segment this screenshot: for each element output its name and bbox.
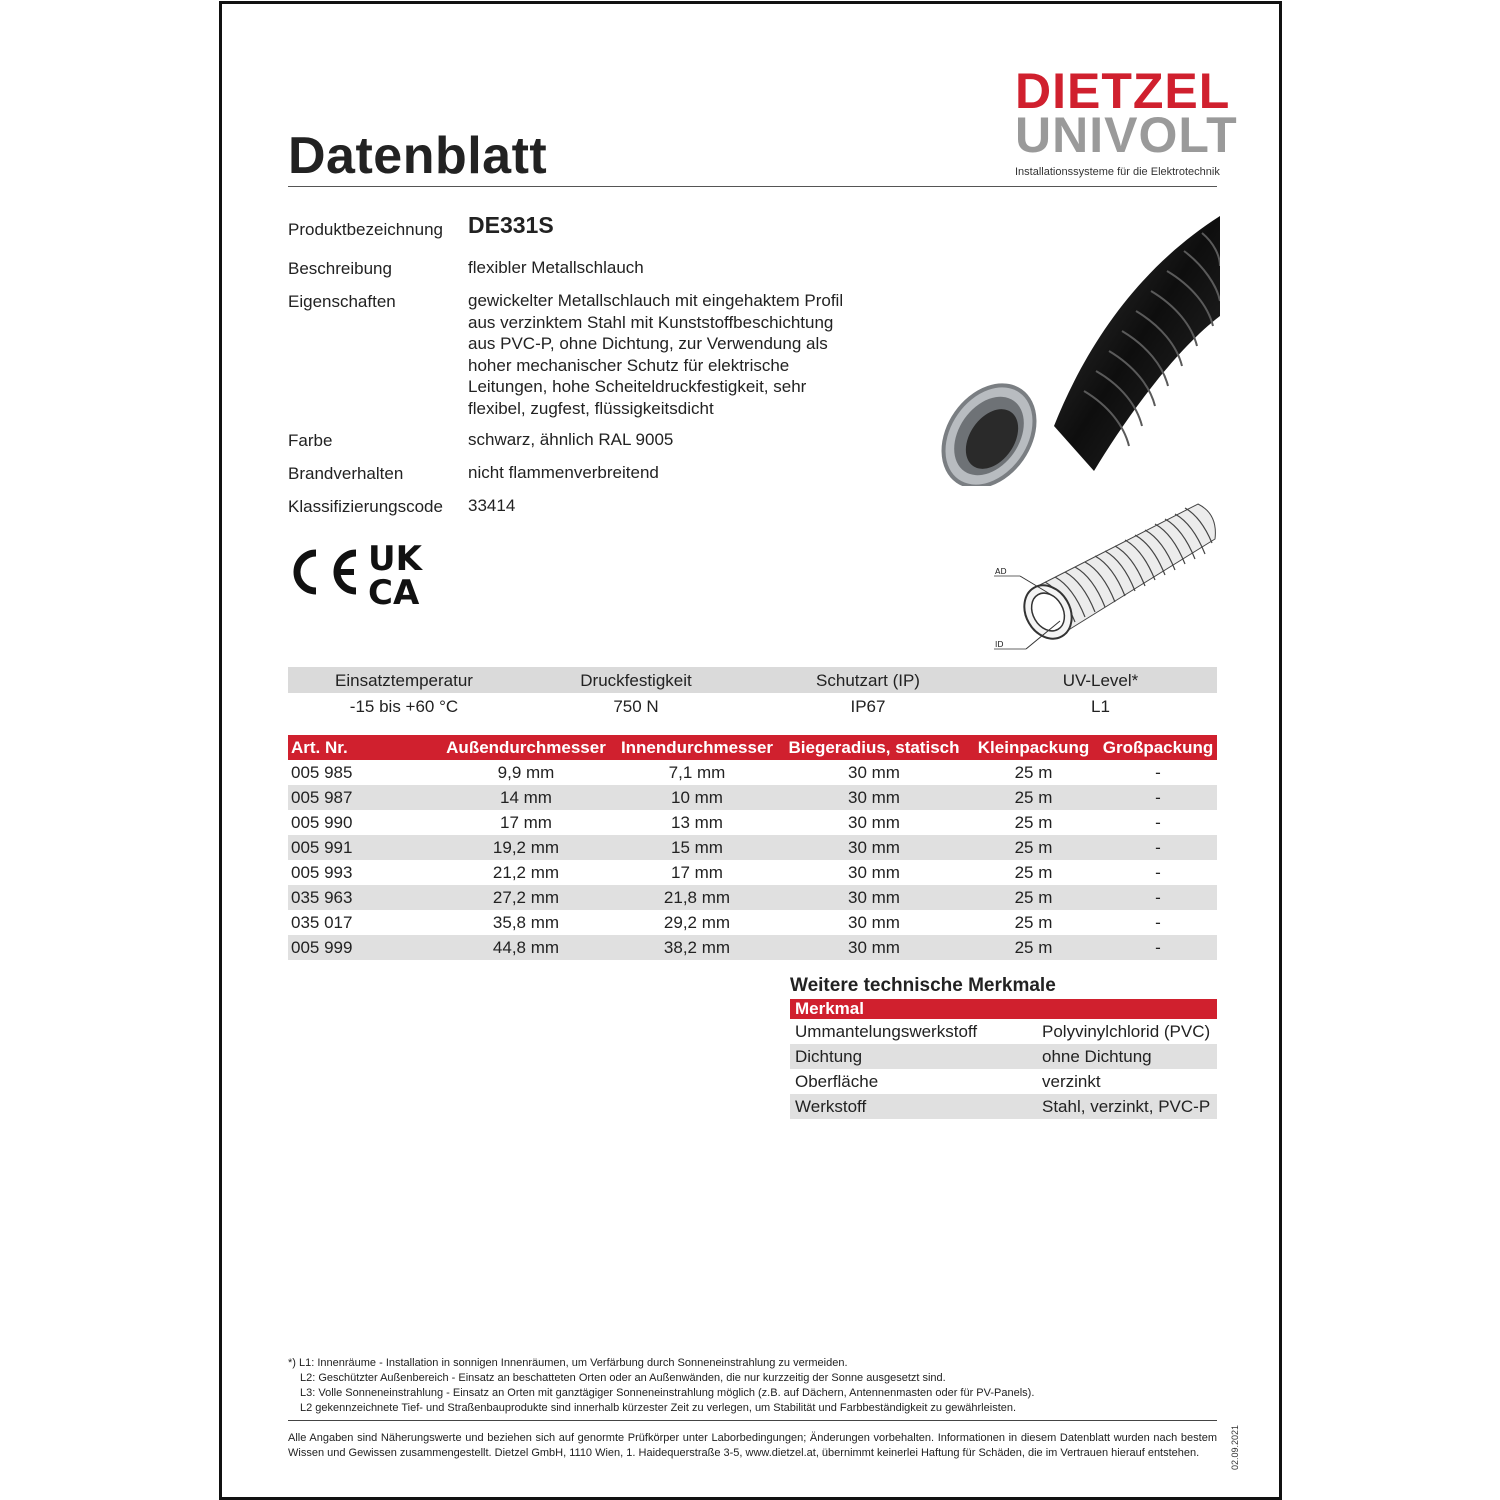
spec-header-ip: Schutzart (IP) bbox=[816, 671, 920, 690]
logo-dietzel: DIETZEL bbox=[1015, 63, 1231, 119]
property-value-fire: nicht flammenverbreitend bbox=[468, 463, 659, 482]
table-row bbox=[288, 760, 1217, 785]
cell-large-pack: - bbox=[1155, 912, 1161, 932]
spec-value-ip: IP67 bbox=[850, 697, 886, 716]
cell-small-pack: 25 m bbox=[968, 835, 1099, 860]
cell-small-pack: 25 m bbox=[968, 935, 1099, 960]
table-row bbox=[288, 810, 1217, 835]
cell-article-no: 035 017 bbox=[291, 912, 353, 932]
cell-bend-radius: 30 mm bbox=[780, 835, 968, 860]
spec-header-pressure: Druckfestigkeit bbox=[580, 671, 692, 690]
cell-bend-radius: 30 mm bbox=[848, 912, 900, 932]
cell-article-no: 035 963 bbox=[288, 885, 438, 910]
feature-name: Ummantelungswerkstoff bbox=[795, 1021, 978, 1041]
spec-value-uv: L1 bbox=[1091, 697, 1110, 716]
cell-outer-diameter: 35,8 mm bbox=[492, 912, 560, 932]
property-label-features: Eigenschaften bbox=[288, 292, 396, 311]
features-table bbox=[790, 999, 1217, 1119]
table-row bbox=[288, 910, 1217, 935]
feature-name: Dichtung bbox=[790, 1044, 1037, 1069]
cell-article-no: 005 987 bbox=[288, 785, 438, 810]
cell-inner-diameter: 38,2 mm bbox=[614, 935, 780, 960]
product-photo bbox=[934, 211, 1220, 486]
cell-bend-radius: 30 mm bbox=[780, 935, 968, 960]
property-label-fire: Brandverhalten bbox=[288, 464, 404, 483]
property-value-color: schwarz, ähnlich RAL 9005 bbox=[468, 430, 674, 449]
cell-large-pack: - bbox=[1099, 885, 1217, 910]
property-value-description: flexibler Metallschlauch bbox=[468, 258, 644, 277]
footnote-l1: *) L1: Innenräume - Installation in sonnigen Innenräumen, um Verfärbung durch Sonneneinstrahlung zu vermeiden. bbox=[288, 1357, 848, 1369]
cell-large-pack: - bbox=[1155, 862, 1161, 882]
article-table bbox=[288, 735, 1217, 960]
cell-inner-diameter: 15 mm bbox=[614, 835, 780, 860]
feature-row bbox=[790, 1094, 1217, 1119]
features-line: gewickelter Metallschlauch mit eingehaktem Profil bbox=[468, 291, 844, 310]
logo-tagline: Installationssysteme für die Elektrotechnik bbox=[1015, 166, 1220, 178]
cell-small-pack: 25 m bbox=[1014, 762, 1053, 782]
cell-large-pack: - bbox=[1155, 762, 1161, 782]
property-label-description: Beschreibung bbox=[288, 259, 392, 278]
table-row bbox=[288, 935, 1217, 960]
feature-name: Werkstoff bbox=[790, 1094, 1037, 1119]
cell-article-no: 005 990 bbox=[291, 812, 353, 832]
table-row bbox=[288, 860, 1217, 885]
cell-bend-radius: 30 mm bbox=[848, 862, 900, 882]
spec-value-pressure: 750 N bbox=[613, 697, 659, 716]
cell-small-pack: 25 m bbox=[1014, 912, 1053, 932]
dimension-label-ad: AD bbox=[995, 567, 1007, 576]
feature-value: ohne Dichtung bbox=[1037, 1044, 1217, 1069]
feature-row bbox=[790, 1019, 1217, 1044]
dimension-label-id: ID bbox=[995, 640, 1004, 649]
cell-inner-diameter: 13 mm bbox=[671, 812, 723, 832]
cell-bend-radius: 30 mm bbox=[780, 785, 968, 810]
ukca-mark-bottom: CA bbox=[368, 573, 420, 608]
feature-name: Oberfläche bbox=[795, 1071, 879, 1091]
cell-large-pack: - bbox=[1099, 835, 1217, 860]
cell-small-pack: 25 m bbox=[1014, 862, 1053, 882]
property-label-product: Produktbezeichnung bbox=[288, 220, 444, 239]
article-table-header bbox=[288, 735, 1217, 760]
footnote-l3: L3: Volle Sonneneinstrahlung - Einsatz an Orten mit ganztägiger Sonneneinstrahlung möglich (z.B. auf Dächern, Antennenmasten oder für PV-Panels). bbox=[300, 1387, 1035, 1399]
feature-row bbox=[790, 1069, 1217, 1094]
property-value-features bbox=[468, 290, 843, 419]
features-line: flexibel, zugfest, flüssigkeitsdicht bbox=[468, 398, 714, 418]
features-line: aus PVC-P, ohne Dichtung, zur Verwendung als bbox=[468, 334, 828, 353]
disclaimer: Alle Angaben sind Näherungswerte und beziehen sich auf genormte Prüfkörper unter Laborbedingungen; Änderungen vorbehalten. Informationen in diesem Datenblatt wurden nach bestem Wissen und Gewissen zusammengestellt. Dietzel GmbH, 1110 Wien, 1. Haidequerstraße 3-5, www.dietzel.at, übernimmt keinerlei Haftung für Schäden, die im Vertrauen hierauf entstehen. bbox=[288, 1432, 1217, 1459]
cell-inner-diameter: 7,1 mm bbox=[668, 762, 726, 782]
table-row bbox=[288, 835, 1217, 860]
footnote-l2: L2: Geschützter Außenbereich - Einsatz an beschatteten Orten oder an Außenwänden, die nur kurzzeitig der Sonne ausgesetzt sind. bbox=[300, 1372, 946, 1384]
col-header-large-pack: Großpackung bbox=[1099, 735, 1217, 760]
cell-bend-radius: 30 mm bbox=[780, 885, 968, 910]
spec-header-temperature: Einsatztemperatur bbox=[335, 671, 473, 690]
cell-bend-radius: 30 mm bbox=[848, 812, 900, 832]
cell-article-no: 005 999 bbox=[288, 935, 438, 960]
spec-header-uv: UV-Level* bbox=[1062, 671, 1139, 690]
cell-inner-diameter: 29,2 mm bbox=[663, 912, 731, 932]
col-header-bend-radius: Biegeradius, statisch bbox=[780, 735, 968, 760]
ukca-mark-top: UK bbox=[368, 539, 422, 579]
features-line: aus verzinktem Stahl mit Kunststoffbeschichtung bbox=[468, 312, 834, 332]
page-title: Datenblatt bbox=[288, 127, 548, 185]
cell-bend-radius: 30 mm bbox=[848, 762, 900, 782]
feature-value: Polyvinylchlorid (PVC) bbox=[1042, 1021, 1211, 1041]
ce-ukca-marks bbox=[284, 538, 434, 608]
features-line: hoher mechanischer Schutz für elektrische bbox=[468, 355, 790, 375]
cell-small-pack: 25 m bbox=[968, 785, 1099, 810]
header-divider bbox=[288, 186, 1217, 187]
cell-outer-diameter: 21,2 mm bbox=[492, 862, 560, 882]
table-row bbox=[288, 785, 1217, 810]
property-value-classification: 33414 bbox=[468, 496, 516, 515]
footer-divider bbox=[288, 1420, 1217, 1421]
property-label-color: Farbe bbox=[288, 431, 333, 450]
cell-inner-diameter: 21,8 mm bbox=[614, 885, 780, 910]
feature-value: Stahl, verzinkt, PVC-P bbox=[1037, 1094, 1217, 1119]
cell-inner-diameter: 17 mm bbox=[671, 862, 723, 882]
cell-large-pack: - bbox=[1099, 785, 1217, 810]
cell-outer-diameter: 9,9 mm bbox=[497, 762, 555, 782]
table-row bbox=[288, 885, 1217, 910]
cell-article-no: 005 985 bbox=[291, 762, 353, 782]
cell-small-pack: 25 m bbox=[1014, 812, 1053, 832]
cell-outer-diameter: 14 mm bbox=[438, 785, 614, 810]
cell-outer-diameter: 44,8 mm bbox=[438, 935, 614, 960]
hose-dimension-drawing bbox=[990, 494, 1220, 659]
cell-outer-diameter: 27,2 mm bbox=[438, 885, 614, 910]
footnote-l2-note: L2 gekennzeichnete Tief- und Straßenbauprodukte sind innerhalb kürzester Zeit zu verlegen, um Stabilität und Farbbeständigkeit zu gewährleisten. bbox=[300, 1402, 1017, 1414]
document-date: 02.09.2021 bbox=[1230, 1424, 1240, 1470]
cell-outer-diameter: 19,2 mm bbox=[438, 835, 614, 860]
cell-outer-diameter: 17 mm bbox=[500, 812, 552, 832]
datasheet-page bbox=[219, 1, 1282, 1500]
spec-value-temperature: -15 bis +60 °C bbox=[349, 697, 459, 716]
cell-small-pack: 25 m bbox=[968, 885, 1099, 910]
feature-value: verzinkt bbox=[1042, 1071, 1101, 1091]
cell-inner-diameter: 10 mm bbox=[614, 785, 780, 810]
features-header: Merkmal bbox=[790, 999, 1217, 1019]
product-code: DE331S bbox=[468, 212, 554, 238]
cell-large-pack: - bbox=[1099, 935, 1217, 960]
col-header-small-pack: Kleinpackung bbox=[968, 735, 1099, 760]
cell-article-no: 005 993 bbox=[291, 862, 353, 882]
logo-univolt: UNIVOLT bbox=[1015, 107, 1238, 163]
col-header-outer-diameter: Außendurchmesser bbox=[438, 735, 614, 760]
feature-row bbox=[790, 1044, 1217, 1069]
features-line: Leitungen, hohe Scheiteldruckfestigkeit, sehr bbox=[468, 377, 807, 396]
cell-article-no: 005 991 bbox=[288, 835, 438, 860]
cell-large-pack: - bbox=[1155, 812, 1161, 832]
col-header-inner-diameter: Innendurchmesser bbox=[614, 735, 780, 760]
features-title: Weitere technische Merkmale bbox=[790, 975, 1056, 996]
property-label-classification: Klassifizierungscode bbox=[288, 497, 443, 516]
col-header-article-no: Art. Nr. bbox=[288, 735, 438, 760]
